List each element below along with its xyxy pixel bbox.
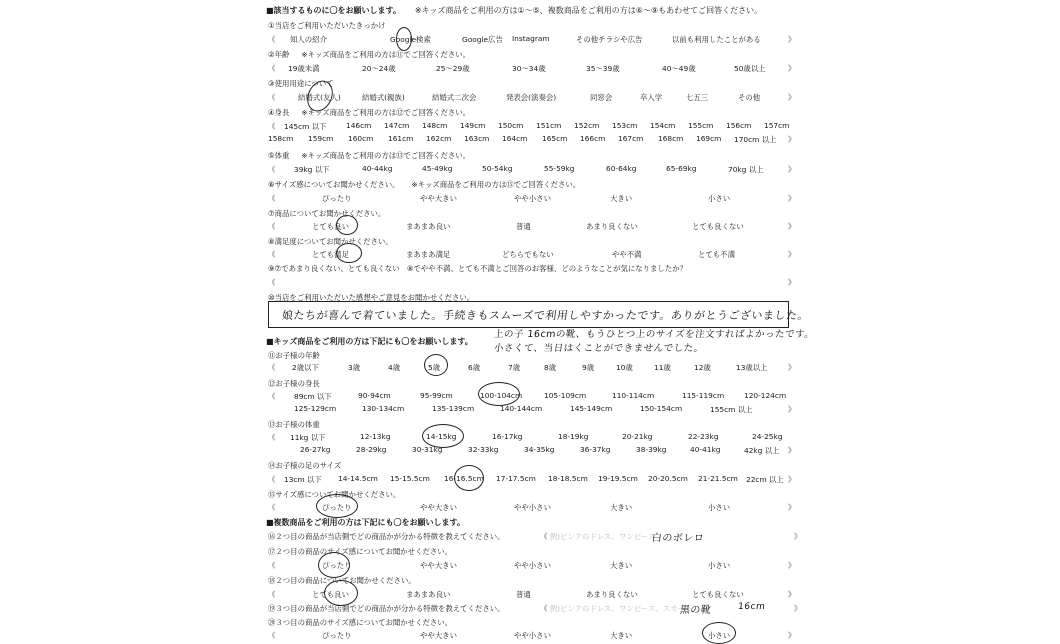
question-16-label: ⑯２つ目の商品が当店側でどの商品かが分かる特徴を教えてください。 bbox=[268, 532, 505, 541]
question-14-options: 《 13cm 以下 14-14.5cm 15-15.5cm 16-16.5cm 17-17.5cm 18-18.5cm 19-19.5cm 20-20.5cm 21-21.5cm 22cm 以上 》 bbox=[268, 474, 796, 484]
option[interactable]: 小さい bbox=[708, 194, 731, 203]
question-7-options: 《 とても良い まあまあ良い 普通 あまり良くない とても良くない 》 bbox=[268, 222, 796, 231]
option[interactable]: 147cm bbox=[384, 121, 410, 130]
question-6-options: 《 ぴったり やや大きい やや小さい 大きい 小さい 》 bbox=[268, 194, 796, 203]
option[interactable]: 14-14.5cm bbox=[338, 474, 378, 483]
option[interactable]: 22-23kg bbox=[688, 432, 719, 441]
option[interactable]: 166cm bbox=[580, 134, 606, 143]
option[interactable]: 159cm bbox=[308, 134, 334, 143]
option[interactable]: やや小さい bbox=[514, 194, 551, 203]
option[interactable]: 36-37kg bbox=[580, 445, 611, 454]
hand-drawn-circle bbox=[454, 465, 484, 491]
handwritten-comment-extra-1: 上の子 16cmの靴、もうひとつ上のサイズを注文すればよかったです。 bbox=[493, 329, 815, 340]
option[interactable]: 110-114cm bbox=[612, 391, 655, 400]
option[interactable]: 40～49歳 bbox=[662, 64, 696, 73]
option[interactable]: 65-69kg bbox=[666, 164, 697, 173]
question-19-label: ⑲３つ目の商品が当店側でどの商品かが分かる特徴を教えてください。 bbox=[268, 604, 505, 613]
hand-drawn-circle bbox=[702, 622, 736, 644]
question-20-label: ⑳３つ目の商品のサイズ感についてお聞かせください。 bbox=[268, 618, 453, 627]
question-13-options-row1: 《 11kg 以下 12-13kg 14-15kg 16-17kg 18-19kg 20-21kg 22-23kg 24-25kg bbox=[268, 432, 783, 442]
option[interactable]: 24-25kg bbox=[752, 432, 783, 441]
hand-drawn-circle bbox=[478, 382, 523, 406]
option[interactable]: 120-124cm bbox=[744, 391, 787, 400]
option[interactable]: 30～34歳 bbox=[512, 64, 546, 73]
handwritten-answer-size: 16cm bbox=[737, 602, 766, 612]
option[interactable]: 125-129cm bbox=[294, 404, 337, 413]
hand-drawn-circle bbox=[424, 354, 448, 376]
question-12-options-row1: 《 89cm 以下 90-94cm 95-99cm 100-104cm 105-109cm 110-114cm 115-119cm 120-124cm bbox=[268, 391, 787, 401]
question-15-label: ⑮サイズ感についてお聞かせください。 bbox=[268, 490, 401, 499]
option[interactable]: 大きい bbox=[610, 561, 633, 570]
option[interactable]: 168cm bbox=[658, 134, 684, 143]
option[interactable]: その他チラシや広告 bbox=[576, 35, 643, 44]
option[interactable]: 17-17.5cm bbox=[496, 474, 536, 483]
section-header-kids: ■キッズ商品をご利用の方は下記にも〇をお願いします。 bbox=[266, 337, 473, 346]
option[interactable]: 164cm bbox=[502, 134, 528, 143]
option[interactable]: 9歳 bbox=[582, 363, 595, 372]
handwritten-answer: 白のボレロ bbox=[651, 533, 705, 544]
hand-drawn-circle bbox=[336, 215, 358, 235]
question-16-answer-line[interactable]: 《 例)ピンクのドレス、ワンピース 》 bbox=[540, 532, 802, 541]
option[interactable]: 155cm 以上 bbox=[710, 405, 753, 414]
option[interactable]: 七五三 bbox=[686, 93, 709, 102]
option[interactable]: Google広告 bbox=[462, 35, 503, 44]
option[interactable]: 146cm bbox=[346, 121, 372, 130]
option[interactable]: 19-19.5cm bbox=[598, 474, 638, 483]
option[interactable]: 12歳 bbox=[694, 363, 711, 372]
option[interactable]: 162cm bbox=[426, 134, 452, 143]
option[interactable]: 7歳 bbox=[508, 363, 521, 372]
question-13-label: ⑬お子様の体重 bbox=[268, 420, 320, 429]
question-1-label: ①当店をご利用いただいたきっかけ bbox=[268, 21, 386, 30]
option[interactable]: 145cm 以下 bbox=[284, 122, 327, 131]
option[interactable]: ぴったり bbox=[322, 503, 352, 512]
option[interactable]: とても満足 bbox=[312, 250, 349, 259]
option[interactable]: 169cm bbox=[696, 134, 722, 143]
option[interactable]: 8歳 bbox=[544, 363, 557, 372]
option[interactable]: 145-149cm bbox=[570, 404, 613, 413]
section-header-multiple: ■複数商品をご利用の方は下記にも〇をお願いします。 bbox=[266, 518, 465, 527]
option[interactable]: 11歳 bbox=[654, 363, 671, 372]
option[interactable]: 普通 bbox=[516, 222, 531, 231]
option[interactable]: 2歳以下 bbox=[292, 363, 319, 372]
question-4-options-row1: 《 145cm 以下 146cm 147cm 148cm 149cm 150cm 151cm 152cm 153cm 154cm 155cm 156cm 157cm bbox=[268, 121, 790, 131]
option[interactable]: ぴったり bbox=[322, 631, 352, 640]
option[interactable]: 15-15.5cm bbox=[390, 474, 430, 483]
option[interactable]: 26-27kg bbox=[300, 445, 331, 454]
option[interactable]: 普通 bbox=[516, 590, 531, 599]
option[interactable]: 90-94cm bbox=[358, 391, 391, 400]
option[interactable]: どちらでもない bbox=[502, 250, 554, 259]
option[interactable]: 14-15kg bbox=[426, 432, 457, 441]
option[interactable]: とても良い bbox=[312, 222, 349, 231]
option[interactable]: 115-119cm bbox=[682, 391, 725, 400]
question-11-options: 《 2歳以下 3歳 4歳 5歳 6歳 7歳 8歳 9歳 10歳 11歳 12歳 13歳以上 》 bbox=[268, 363, 796, 372]
option[interactable]: 95-99cm bbox=[420, 391, 453, 400]
option[interactable]: 89cm 以下 bbox=[294, 392, 332, 401]
question-5-options: 《 39kg 以下 40-44kg 45-49kg 50-54kg 55-59kg 60-64kg 65-69kg 70kg 以上 》 bbox=[268, 164, 796, 174]
option[interactable]: 18-18.5cm bbox=[548, 474, 588, 483]
option[interactable]: 11kg 以下 bbox=[290, 433, 326, 442]
question-8-label: ⑧満足度についてお聞かせください。 bbox=[268, 237, 393, 246]
option[interactable]: 45-49kg bbox=[422, 164, 453, 173]
option[interactable]: 100-104cm bbox=[480, 391, 523, 400]
option[interactable]: 150-154cm bbox=[640, 404, 683, 413]
option[interactable]: 70kg 以上 bbox=[728, 165, 764, 174]
question-17-label: ⑰２つ目の商品のサイズ感についてお聞かせください。 bbox=[268, 547, 453, 556]
option[interactable]: まあまあ良い bbox=[406, 222, 451, 231]
question-13-options-row2: 26-27kg 28-29kg 30-31kg 32-33kg 34-35kg 36-37kg 38-39kg 40-41kg 42kg 以上 》 bbox=[300, 445, 796, 455]
question-2-options: 《 19歳未満 20～24歳 25～29歳 30～34歳 35～39歳 40～49歳 50歳以上 》 bbox=[268, 64, 796, 73]
option[interactable]: その他 bbox=[738, 93, 761, 102]
option[interactable]: 157cm bbox=[764, 121, 790, 130]
option[interactable]: 大きい bbox=[610, 194, 633, 203]
question-19-answer-line[interactable]: 《 例)ピンクのドレス、ワンピース、スカート 》 bbox=[540, 604, 802, 613]
option[interactable]: 19歳未満 bbox=[288, 64, 320, 73]
question-2-label: ②年齢 ※キッズ商品をご利用の方は⑪でご回答ください。 bbox=[268, 50, 471, 59]
option[interactable]: やや小さい bbox=[514, 561, 551, 570]
option[interactable]: 13歳以上 bbox=[736, 363, 768, 372]
option[interactable]: 35～39歳 bbox=[586, 64, 620, 73]
option[interactable]: やや小さい bbox=[514, 503, 551, 512]
option[interactable]: 5歳 bbox=[428, 363, 441, 372]
option[interactable]: ぴったり bbox=[322, 561, 352, 570]
option[interactable]: 151cm bbox=[536, 121, 562, 130]
option[interactable]: 結婚式二次会 bbox=[432, 93, 477, 102]
option[interactable]: 152cm bbox=[574, 121, 600, 130]
option[interactable]: やや不満 bbox=[612, 250, 642, 259]
option[interactable]: 6歳 bbox=[468, 363, 481, 372]
handwritten-answer: 黒の靴 bbox=[679, 605, 712, 616]
hand-drawn-circle bbox=[336, 243, 362, 263]
option[interactable]: 大きい bbox=[610, 631, 633, 640]
option[interactable]: まあまあ満足 bbox=[406, 250, 451, 259]
question-6-label: ⑥サイズ感についてお聞かせください。 ※キッズ商品をご利用の方は⑮でご回答ください。 bbox=[268, 180, 581, 189]
option[interactable]: 140-144cm bbox=[500, 404, 543, 413]
option[interactable]: 卒入学 bbox=[640, 93, 663, 102]
hand-drawn-circle bbox=[422, 424, 464, 448]
hand-drawn-circle bbox=[316, 494, 358, 518]
option[interactable]: 50-54kg bbox=[482, 164, 513, 173]
question-1-options: 《 知人の紹介 Google検索 Google広告 Instagram その他チラシや広告 以前も利用したことがある 》 bbox=[268, 34, 796, 44]
question-5-label: ⑤体重 ※キッズ商品をご利用の方は⑬でご回答ください。 bbox=[268, 151, 471, 160]
option[interactable]: 40-41kg bbox=[690, 445, 721, 454]
option[interactable]: 発表会(演奏会) bbox=[506, 93, 557, 102]
option[interactable]: 30-31kg bbox=[412, 445, 443, 454]
question-17-options: 《 ぴったり やや大きい やや小さい 大きい 小さい 》 bbox=[268, 561, 796, 570]
question-20-options: 《 ぴったり やや大きい やや小さい 大きい 小さい 》 bbox=[268, 631, 796, 640]
option[interactable]: 小さい bbox=[708, 503, 731, 512]
option[interactable]: Google検索 bbox=[390, 35, 431, 44]
option[interactable]: 153cm bbox=[612, 121, 638, 130]
option[interactable]: 結婚式(親族) bbox=[362, 93, 405, 102]
option[interactable]: 135-139cm bbox=[432, 404, 475, 413]
option[interactable]: 163cm bbox=[464, 134, 490, 143]
question-9-label: ⑨⑦であまり良くない、とても良くない ⑧でやや不満、とても不満とご回答のお客様、どのようなことが気になりましたか？ bbox=[268, 264, 687, 273]
option[interactable]: Instagram bbox=[512, 34, 550, 43]
option[interactable]: 以前も利用したことがある bbox=[672, 35, 761, 44]
handwritten-comment-extra-2: 小さくて、当日はくことができませんでした。 bbox=[493, 343, 705, 354]
option[interactable]: 158cm bbox=[268, 134, 294, 143]
question-15-options: 《 ぴったり やや大きい やや小さい 大きい 小さい 》 bbox=[268, 503, 796, 512]
option[interactable]: 大きい bbox=[610, 503, 633, 512]
option[interactable]: 4歳 bbox=[388, 363, 401, 372]
question-3-label: ③使用用途について bbox=[268, 79, 334, 88]
option[interactable]: 25～29歳 bbox=[436, 64, 470, 73]
option[interactable]: あまり良くない bbox=[586, 590, 638, 599]
option[interactable]: 55-59kg bbox=[544, 164, 575, 173]
option[interactable]: やや大きい bbox=[420, 194, 457, 203]
option[interactable]: とても良くない bbox=[692, 590, 744, 599]
option[interactable]: 154cm bbox=[650, 121, 676, 130]
option[interactable]: 39kg 以下 bbox=[294, 165, 330, 174]
section-header-main: ■該当するものに〇をお願いします。 ※キッズ商品をご利用の方は①～⑤、複数商品をご利用の方は⑥～⑨もあわせてご回答ください。 bbox=[266, 6, 763, 15]
option[interactable]: 50歳以上 bbox=[734, 64, 766, 73]
option[interactable]: やや大きい bbox=[420, 561, 457, 570]
option[interactable]: 40-44kg bbox=[362, 164, 393, 173]
option[interactable]: やや大きい bbox=[420, 503, 457, 512]
option[interactable]: 12-13kg bbox=[360, 432, 391, 441]
question-12-label: ⑫お子様の身長 bbox=[268, 379, 320, 388]
option[interactable]: 16-16.5cm bbox=[444, 474, 484, 483]
question-18-options: 《 とても良い まあまあ良い 普通 あまり良くない とても良くない 》 bbox=[268, 590, 796, 599]
option[interactable]: 結婚式(友人) bbox=[298, 93, 341, 102]
question-10-label: ⑩当店をご利用いただいた感想やご意見をお聞かせください。 bbox=[268, 293, 475, 302]
option[interactable]: あまり良くない bbox=[586, 222, 638, 231]
option[interactable]: 同窓会 bbox=[590, 93, 613, 102]
option[interactable]: 20～24歳 bbox=[362, 64, 396, 73]
option[interactable]: 156cm bbox=[726, 121, 752, 130]
question-18-label: ⑱２つ目の商品についてお聞かせください。 bbox=[268, 576, 416, 585]
option[interactable]: やや小さい bbox=[514, 631, 551, 640]
option[interactable]: まあまあ良い bbox=[406, 590, 451, 599]
option[interactable]: 21-21.5cm bbox=[698, 474, 738, 483]
option[interactable]: 10歳 bbox=[616, 363, 633, 372]
option[interactable]: 小さい bbox=[708, 631, 731, 640]
option[interactable]: 42kg 以上 bbox=[744, 446, 780, 455]
option[interactable]: 155cm bbox=[688, 121, 714, 130]
hand-drawn-circle bbox=[396, 27, 412, 51]
option[interactable]: とても良くない bbox=[692, 222, 744, 231]
option[interactable]: 小さい bbox=[708, 561, 731, 570]
option[interactable]: 167cm bbox=[618, 134, 644, 143]
option[interactable]: 13cm 以下 bbox=[284, 475, 322, 484]
option[interactable]: 170cm 以上 bbox=[734, 135, 777, 144]
option[interactable]: 20-20.5cm bbox=[648, 474, 688, 483]
question-4-options-row2: 158cm 159cm 160cm 161cm 162cm 163cm 164cm 165cm 166cm 167cm 168cm 169cm 170cm 以上 》 bbox=[268, 134, 796, 144]
option[interactable]: 知人の紹介 bbox=[290, 35, 327, 44]
option[interactable]: 150cm bbox=[498, 121, 524, 130]
option[interactable]: とても不満 bbox=[698, 250, 735, 259]
option[interactable]: 60-64kg bbox=[606, 164, 637, 173]
question-14-label: ⑭お子様の足のサイズ bbox=[268, 461, 342, 470]
option[interactable]: 161cm bbox=[388, 134, 414, 143]
question-3-options: 《 結婚式(友人) 結婚式(親族) 結婚式二次会 発表会(演奏会) 同窓会 卒入学 七五三 その他 》 bbox=[268, 93, 796, 102]
option[interactable]: 34-35kg bbox=[524, 445, 555, 454]
option[interactable]: 149cm bbox=[460, 121, 486, 130]
question-7-label: ⑦商品についてお聞かせください。 bbox=[268, 209, 386, 218]
option[interactable]: ぴったり bbox=[322, 194, 352, 203]
option[interactable]: 3歳 bbox=[348, 363, 361, 372]
option[interactable]: 18-19kg bbox=[558, 432, 589, 441]
option[interactable]: 148cm bbox=[422, 121, 448, 130]
option[interactable]: 38-39kg bbox=[636, 445, 667, 454]
question-12-options-row2: 125-129cm 130-134cm 135-139cm 140-144cm 145-149cm 150-154cm 155cm 以上 》 bbox=[294, 404, 796, 414]
question-11-label: ⑪お子様の年齢 bbox=[268, 351, 320, 360]
option[interactable]: 32-33kg bbox=[468, 445, 499, 454]
option[interactable]: 20-21kg bbox=[622, 432, 653, 441]
option[interactable]: 28-29kg bbox=[356, 445, 387, 454]
option[interactable]: やや大きい bbox=[420, 631, 457, 640]
handwritten-comment: 娘たちが喜んで着ていました。手続きもスムーズで利用しやすかったです。ありがとうございました。 bbox=[281, 309, 810, 322]
question-9-answer-line[interactable]: 《 》 bbox=[268, 278, 796, 287]
option[interactable]: 105-109cm bbox=[544, 391, 587, 400]
question-4-label: ④身長 ※キッズ商品をご利用の方は⑫でご回答ください。 bbox=[268, 108, 471, 117]
option[interactable]: 165cm bbox=[542, 134, 568, 143]
option[interactable]: 160cm bbox=[348, 134, 374, 143]
option[interactable]: 22cm 以上 bbox=[746, 475, 784, 484]
question-8-options: 《 とても満足 まあまあ満足 どちらでもない やや不満 とても不満 》 bbox=[268, 250, 796, 259]
option[interactable]: 16-17kg bbox=[492, 432, 523, 441]
option[interactable]: とても良い bbox=[312, 590, 349, 599]
option[interactable]: 130-134cm bbox=[362, 404, 405, 413]
